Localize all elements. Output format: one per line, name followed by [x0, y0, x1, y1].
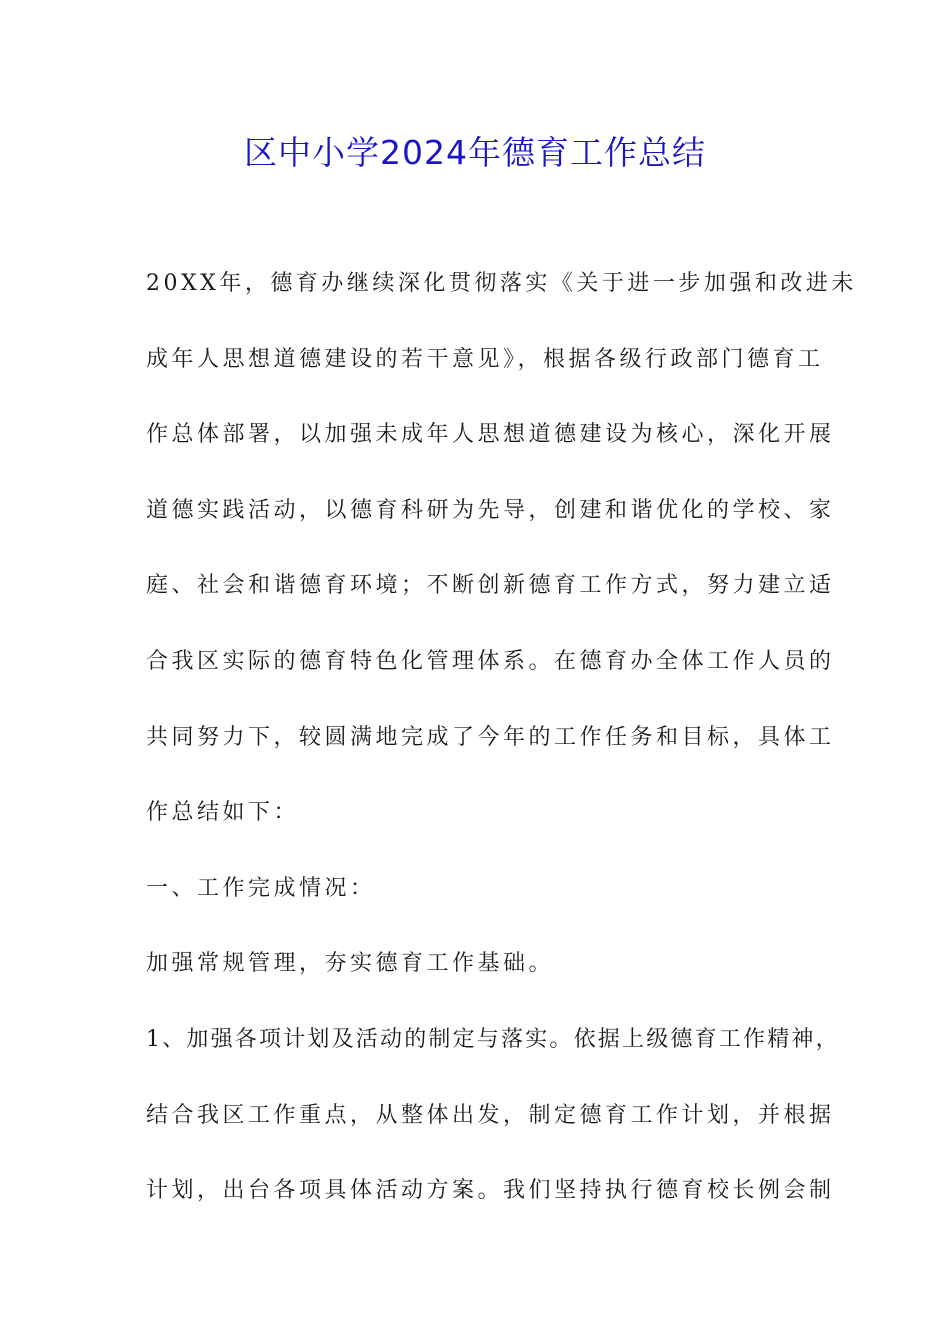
text-line: 共同努力下，较圆满地完成了今年的工作任务和目标，具体工: [146, 724, 835, 750]
text-line: 1、加强各项计划及活动的制定与落实。依据上级德育工作精神，: [146, 1026, 840, 1052]
text-line: 合我区实际的德育特色化管理体系。在德育办全体工作人员的: [146, 648, 835, 674]
document-title: 区中小学2024年德育工作总结: [244, 133, 706, 172]
text-line: 作总结如下：: [146, 800, 300, 826]
document-body: [146, 262, 857, 1245]
text-line: 20XX年，德育办继续深化贯彻落实《关于进一步加强和改进未: [146, 271, 857, 296]
subsection-heading: 加强常规管理，夯实德育工作基础。: [146, 951, 555, 977]
section-heading: 一、工作完成情况：: [146, 875, 376, 901]
text-line: 作总体部署，以加强未成年人思想道德建设为核心，深化开展: [146, 422, 835, 448]
text-line: 庭、社会和谐德育环境；不断创新德育工作方式，努力建立适: [146, 573, 835, 599]
text-line: 计划，出台各项具体活动方案。我们坚持执行德育校长例会制: [146, 1178, 835, 1204]
text-line: 成年人思想道德建设的若干意见》，根据各级行政部门德育工: [146, 346, 824, 372]
text-line: 道德实践活动，以德育科研为先导，创建和谐优化的学校、家: [146, 497, 835, 523]
text-line: 结合我区工作重点，从整体出发，制定德育工作计划，并根据: [146, 1102, 835, 1128]
